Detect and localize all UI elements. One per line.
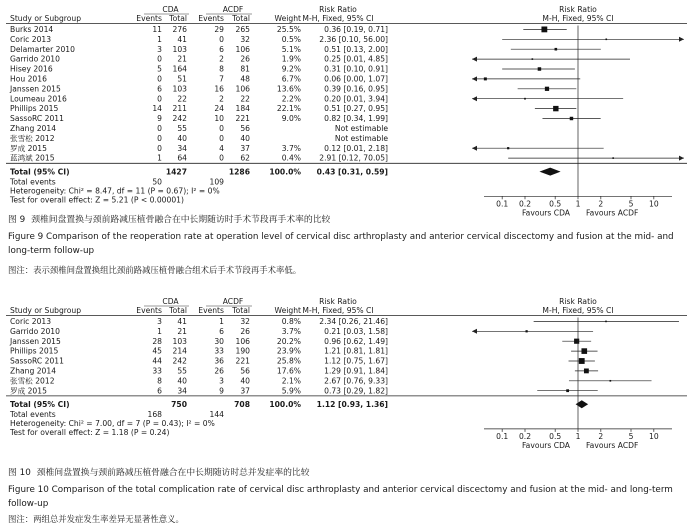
events-cda: 33	[152, 366, 162, 376]
figure-10-title-text: 颈椎间盘置换与颈前路减压植骨融合在中长期随访时总并发症率的比较	[36, 468, 310, 478]
total-header-2: Total	[232, 306, 250, 315]
figure-9-title-en: Figure 9 Comparison of the reoperation rate at operation level of cervical disc arthroplasty and anterior cervical discectomy and fusion at the mid- and long-term follow-up	[8, 232, 674, 256]
x-axis-tick-label: 0.1	[496, 431, 509, 441]
study-name: Garrido 2010	[10, 326, 60, 336]
risk-ratio-ci: 0.31 [0.10, 0.91]	[324, 64, 388, 74]
figure-10-title-en: Figure 10 Comparison of the total complication rate of cervical disc arthroplasty and anterior cervical discectomy and fusion at the mid- and long-term follow-up	[8, 485, 673, 509]
weight-value: 23.9%	[276, 346, 301, 356]
events-acdf: 26	[214, 366, 224, 376]
total-acdf: 184	[235, 104, 250, 114]
events-cda: 0	[157, 124, 162, 133]
figure-10-number: 图 10	[8, 468, 31, 478]
risk-ratio-ci: Not estimable	[334, 124, 388, 133]
events-cda: 1	[157, 326, 162, 336]
risk-ratio-ci: 0.12 [0.01, 2.18]	[324, 143, 388, 153]
x-axis-tick-label: 10	[648, 199, 659, 209]
total-events-label: Total events	[10, 177, 56, 187]
events-header-2: Events	[198, 14, 224, 23]
point-estimate	[526, 330, 528, 332]
events-cda: 9	[157, 114, 162, 124]
favours-left-label: Favours CDA	[522, 208, 570, 218]
total-n-cda: 1427	[165, 167, 187, 177]
x-axis-tick-label: 2	[598, 199, 604, 209]
study-column-header: Study or Subgroup	[10, 306, 82, 315]
events-acdf: 0	[219, 124, 224, 133]
events-cda: 0	[157, 74, 162, 84]
weight-value: 1.9%	[281, 54, 301, 64]
total-events-cda: 168	[147, 410, 162, 420]
events-acdf: 6	[219, 44, 224, 54]
total-cda: 34	[177, 386, 187, 396]
total-cda: 55	[177, 124, 187, 133]
point-estimate	[532, 58, 534, 60]
risk-ratio-ci: 0.21 [0.03, 1.58]	[324, 326, 388, 336]
heterogeneity-text: Heterogeneity: Chi² = 7.00, df = 7 (P = 0.43); I² = 0%	[10, 419, 215, 428]
total-events-cda: 50	[152, 177, 162, 187]
total-cda: 40	[177, 133, 187, 143]
favours-left-label: Favours CDA	[522, 440, 570, 450]
weight-value: 3.7%	[281, 143, 301, 153]
events-cda: 11	[152, 25, 162, 34]
events-cda: 45	[152, 346, 162, 356]
point-estimate	[570, 117, 573, 120]
method-plot-header: M-H, Fixed, 95% CI	[542, 306, 614, 315]
risk-ratio-ci: 0.73 [0.29, 1.82]	[324, 386, 388, 396]
events-cda: 1	[157, 34, 162, 44]
total-cda: 103	[172, 44, 187, 54]
total-cda: 21	[177, 326, 187, 336]
weight-value: 0.8%	[281, 317, 301, 326]
x-axis-tick-label: 0.1	[496, 199, 509, 209]
risk-ratio-ci: 0.96 [0.62, 1.49]	[324, 336, 388, 346]
total-label: Total (95% CI)	[10, 167, 70, 177]
events-cda: 0	[157, 54, 162, 64]
events-cda: 0	[157, 94, 162, 104]
study-name: 张雪松 2012	[10, 376, 55, 386]
events-acdf: 8	[219, 64, 224, 74]
events-acdf: 24	[214, 104, 224, 114]
weight-value: 25.8%	[276, 356, 301, 366]
total-label: Total (95% CI)	[10, 400, 70, 410]
events-cda: 0	[157, 133, 162, 143]
total-cda: 164	[172, 64, 187, 74]
total-acdf: 81	[240, 64, 250, 74]
events-acdf: 2	[219, 54, 224, 64]
favours-right-label: Favours ACDF	[586, 440, 639, 450]
events-acdf: 0	[219, 133, 224, 143]
events-acdf: 7	[219, 74, 224, 84]
events-header-2: Events	[198, 306, 224, 315]
weight-value: 2.1%	[281, 376, 301, 386]
total-acdf: 56	[240, 366, 250, 376]
events-cda: 0	[157, 143, 162, 153]
point-estimate	[545, 87, 549, 91]
point-estimate	[484, 77, 487, 80]
study-name: Phillips 2015	[10, 346, 59, 356]
figure-9-title-cn	[8, 213, 686, 227]
study-name: 罗成 2015	[10, 386, 47, 396]
point-estimate	[524, 98, 526, 100]
weight-value: 20.2%	[276, 336, 301, 346]
study-name: Janssen 2015	[10, 336, 61, 346]
total-acdf: 221	[235, 356, 250, 366]
total-cda: 34	[177, 143, 187, 153]
group2-header: ACDF	[222, 5, 244, 14]
total-acdf: 37	[240, 143, 250, 153]
risk-ratio-ci: 2.91 [0.12, 70.05]	[319, 153, 388, 163]
study-column-header: Study or Subgroup	[10, 14, 82, 23]
total-acdf: 190	[235, 346, 250, 356]
x-axis-tick-label: 1	[575, 431, 581, 441]
ci-arrow-right	[679, 156, 684, 161]
risk-ratio-ci: 2.34 [0.26, 21.46]	[319, 317, 388, 326]
risk-ratio-ci: 0.82 [0.34, 1.99]	[324, 114, 388, 124]
risk-ratio-header: Risk Ratio	[319, 5, 357, 14]
point-estimate	[581, 348, 587, 354]
method-plot-header: M-H, Fixed, 95% CI	[542, 14, 614, 23]
total-acdf: 26	[240, 326, 250, 336]
risk-ratio-ci: 0.25 [0.01, 4.85]	[324, 54, 388, 64]
total-cda: 40	[177, 376, 187, 386]
total-cda: 103	[172, 84, 187, 94]
total-acdf: 62	[240, 153, 250, 163]
events-acdf: 2	[219, 94, 224, 104]
study-name: 蓝鸿斌 2015	[10, 153, 55, 163]
forest-plot-svg	[4, 296, 689, 463]
total-cda: 64	[177, 153, 187, 163]
events-acdf: 16	[214, 84, 224, 94]
ci-arrow-right	[679, 37, 684, 42]
events-acdf: 0	[219, 34, 224, 44]
total-acdf: 48	[240, 74, 250, 84]
study-name: Phillips 2015	[10, 104, 59, 114]
point-estimate	[507, 147, 509, 149]
events-cda: 28	[152, 336, 162, 346]
total-acdf: 56	[240, 124, 250, 133]
events-acdf: 10	[214, 114, 224, 124]
total-acdf: 221	[235, 114, 250, 124]
total-events-label: Total events	[10, 410, 56, 420]
total-weight: 100.0%	[269, 167, 301, 177]
weight-value: 22.1%	[276, 104, 301, 114]
study-name: Burks 2014	[10, 25, 54, 34]
total-cda: 103	[172, 336, 187, 346]
weight-value: 0.4%	[281, 153, 301, 163]
ci-arrow-left	[472, 146, 477, 151]
total-cda: 41	[177, 317, 187, 326]
events-acdf: 29	[214, 25, 224, 34]
events-cda: 44	[152, 356, 162, 366]
risk-ratio-ci: 0.39 [0.16, 0.95]	[324, 84, 388, 94]
method-header: M-H, Fixed, 95% CI	[302, 14, 374, 23]
total-cda: 22	[177, 94, 187, 104]
x-axis-tick-label: 10	[648, 431, 659, 441]
group1-header: CDA	[162, 5, 179, 14]
study-name: 罗成 2015	[10, 143, 47, 153]
study-name: Loumeau 2016	[10, 94, 67, 104]
total-cda: 242	[172, 114, 187, 124]
total-cda: 21	[177, 54, 187, 64]
events-header-1: Events	[136, 14, 162, 23]
x-axis-tick-label: 5	[628, 199, 634, 209]
point-estimate	[584, 368, 589, 373]
events-acdf: 36	[214, 356, 224, 366]
risk-ratio-header: Risk Ratio	[319, 297, 357, 306]
figure-9-note: 图注：表示颈椎间盘置换组比颈前路减压植骨融合组术后手术节段再手术率低。	[8, 265, 302, 275]
total-header-2: Total	[232, 14, 250, 23]
favours-right-label: Favours ACDF	[586, 208, 639, 218]
events-cda: 6	[157, 84, 162, 94]
risk-ratio-ci: 2.36 [0.10, 56.00]	[319, 34, 388, 44]
events-cda: 5	[157, 64, 162, 74]
group2-header: ACDF	[222, 297, 244, 306]
weight-value: 9.0%	[281, 114, 301, 124]
total-acdf: 37	[240, 386, 250, 396]
total-header-1: Total	[169, 14, 187, 23]
heterogeneity-text: Heterogeneity: Chi² = 8.47, df = 11 (P = 0.67); I² = 0%	[10, 186, 220, 196]
events-cda: 14	[152, 104, 162, 114]
study-name: Coric 2013	[10, 317, 52, 326]
events-cda: 8	[157, 376, 162, 386]
study-name: SassoRC 2011	[10, 356, 64, 366]
overall-effect-text: Test for overall effect: Z = 5.21 (P < 0.00001)	[10, 195, 184, 205]
risk-ratio-ci: 0.20 [0.01, 3.94]	[324, 94, 388, 104]
events-acdf: 0	[219, 153, 224, 163]
pooled-diamond	[539, 168, 560, 176]
weight-value: 3.7%	[281, 326, 301, 336]
point-estimate	[612, 157, 614, 159]
study-name: Coric 2013	[10, 34, 52, 44]
ci-arrow-left	[472, 96, 477, 101]
total-events-acdf: 109	[209, 177, 224, 187]
risk-ratio-ci: Not estimable	[334, 133, 388, 143]
total-acdf: 22	[240, 94, 250, 104]
weight-value: 6.7%	[281, 74, 301, 84]
figure-10-note: 图注：两组总并发症发生率差异无显著性意义。	[8, 514, 184, 524]
total-cda: 214	[172, 346, 187, 356]
point-estimate	[555, 48, 558, 51]
point-estimate	[605, 39, 607, 41]
events-acdf: 30	[214, 336, 224, 346]
study-name: Hisey 2016	[10, 64, 53, 74]
total-acdf: 32	[240, 34, 250, 44]
point-estimate	[553, 106, 558, 111]
risk-ratio-ci: 1.21 [0.81, 1.81]	[324, 346, 388, 356]
study-name: Delamarter 2010	[10, 44, 75, 54]
total-cda: 276	[172, 25, 187, 34]
weight-value: 25.5%	[276, 25, 301, 34]
total-n-acdf: 708	[234, 400, 250, 410]
risk-ratio-ci: 0.36 [0.19, 0.71]	[324, 25, 388, 34]
events-header-1: Events	[136, 306, 162, 315]
total-n-cda: 750	[171, 400, 187, 410]
forest-plot-svg	[4, 4, 689, 218]
total-acdf: 40	[240, 133, 250, 143]
total-cda: 55	[177, 366, 187, 376]
events-acdf: 6	[219, 326, 224, 336]
overall-effect-text: Test for overall effect: Z = 1.18 (P = 0.24)	[10, 427, 170, 437]
x-axis-tick-label: 0.5	[549, 199, 562, 209]
x-axis-tick-label: 2	[598, 431, 604, 441]
risk-ratio-ci: 2.67 [0.76, 9.33]	[324, 376, 388, 386]
point-estimate	[574, 339, 579, 344]
events-cda: 3	[157, 44, 162, 54]
total-acdf: 106	[235, 336, 250, 346]
total-weight: 100.0%	[269, 400, 301, 410]
events-acdf: 33	[214, 346, 224, 356]
point-estimate	[610, 380, 612, 382]
risk-ratio-ci: 0.51 [0.27, 0.95]	[324, 104, 388, 114]
weight-value: 2.2%	[281, 94, 301, 104]
risk-ratio-plot-header: Risk Ratio	[559, 297, 597, 306]
study-name: Zhang 2014	[10, 366, 57, 376]
events-cda: 6	[157, 386, 162, 396]
total-ci: 0.43 [0.31, 0.59]	[316, 167, 388, 177]
method-header: M-H, Fixed, 95% CI	[302, 306, 374, 315]
group1-header: CDA	[162, 297, 179, 306]
events-acdf: 4	[219, 143, 224, 153]
total-events-acdf: 144	[209, 410, 224, 420]
pooled-diamond	[576, 400, 589, 408]
events-cda: 1	[157, 153, 162, 163]
weight-value: 17.6%	[276, 366, 301, 376]
risk-ratio-ci: 1.29 [0.91, 1.84]	[324, 366, 388, 376]
ci-arrow-left	[472, 76, 477, 81]
total-cda: 41	[177, 34, 187, 44]
risk-ratio-plot-header: Risk Ratio	[559, 5, 597, 14]
weight-value: 0.5%	[281, 34, 301, 44]
total-cda: 211	[172, 104, 187, 114]
study-name: Janssen 2015	[10, 84, 61, 94]
point-estimate	[541, 26, 547, 32]
risk-ratio-ci: 1.12 [0.75, 1.67]	[324, 356, 388, 366]
weight-value: 5.9%	[281, 386, 301, 396]
total-acdf: 26	[240, 54, 250, 64]
total-acdf: 32	[240, 317, 250, 326]
weight-value: 9.2%	[281, 64, 301, 74]
study-name: Zhang 2014	[10, 124, 57, 133]
forest-plot-figure-10	[4, 296, 689, 463]
x-axis-tick-label: 0.2	[518, 199, 532, 209]
point-estimate	[579, 358, 585, 364]
study-name: 张雪松 2012	[10, 133, 55, 143]
x-axis-tick-label: 1	[575, 199, 581, 209]
ci-arrow-left	[472, 329, 477, 334]
total-cda: 51	[177, 74, 187, 84]
events-acdf: 9	[219, 386, 224, 396]
total-acdf: 265	[235, 25, 250, 34]
study-name: Garrido 2010	[10, 54, 60, 64]
forest-plot-figure-9	[4, 4, 689, 218]
figure-10-title-cn	[8, 466, 686, 480]
events-acdf: 3	[219, 376, 224, 386]
total-n-acdf: 1286	[228, 167, 250, 177]
point-estimate	[605, 321, 607, 323]
total-ci: 1.12 [0.93, 1.36]	[316, 400, 388, 410]
weight-value: 13.6%	[276, 84, 301, 94]
weight-value: 5.1%	[281, 44, 301, 54]
risk-ratio-ci: 0.06 [0.00, 1.07]	[324, 74, 388, 84]
total-cda: 242	[172, 356, 187, 366]
figure-9-number: 图 9	[8, 215, 26, 225]
study-name: SassoRC 2011	[10, 114, 64, 124]
weight-header: Weight	[274, 14, 301, 23]
point-estimate	[538, 67, 541, 70]
point-estimate	[566, 389, 569, 392]
x-axis-tick-label: 5	[628, 431, 634, 441]
x-axis-tick-label: 0.5	[549, 431, 562, 441]
events-cda: 3	[157, 317, 162, 326]
risk-ratio-ci: 0.51 [0.13, 2.00]	[324, 44, 388, 54]
total-header-1: Total	[169, 306, 187, 315]
events-acdf: 1	[219, 317, 224, 326]
study-name: Hou 2016	[10, 74, 47, 84]
total-acdf: 106	[235, 84, 250, 94]
x-axis-tick-label: 0.2	[518, 431, 532, 441]
total-acdf: 40	[240, 376, 250, 386]
figure-9-title-text: 颈椎间盘置换与颈前路减压植骨融合在中长期随访时手术节段再手术率的比较	[31, 215, 331, 225]
total-acdf: 106	[235, 44, 250, 54]
weight-header: Weight	[274, 306, 301, 315]
ci-arrow-left	[472, 57, 477, 62]
